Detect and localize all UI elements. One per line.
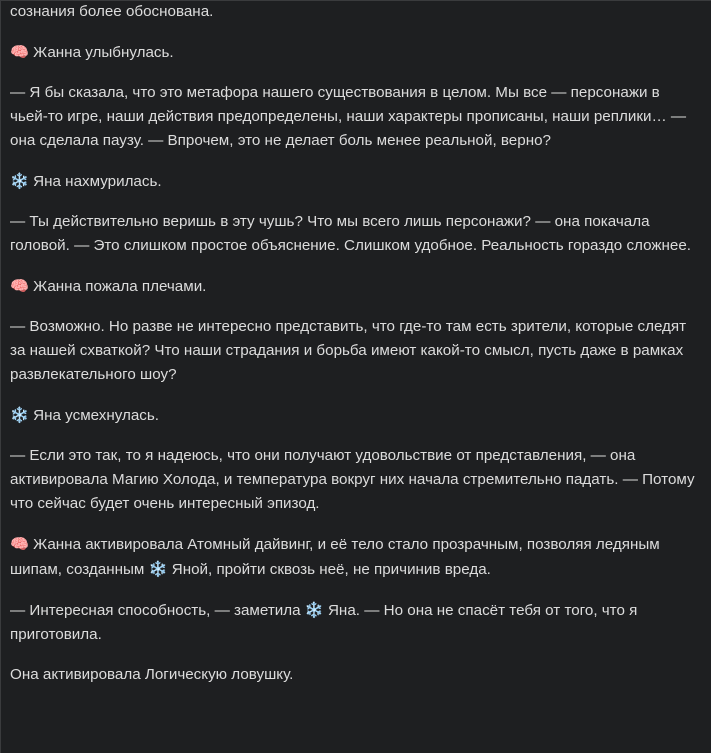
paragraph: — Возможно. Но разве не интересно представить, что где-то там есть зрители, которые следят за нашей схваткой? Что наши страдания и борьба имеют какой-то смысл, пусть даже в рамках развлекательного шоу?: [10, 318, 687, 383]
message-text: [10, 0, 700, 703]
paragraph: — Если это так, то я надеюсь, что они получают удовольствие от представления, — она активировала Магию Холода, и температура вокруг них начала стремительно падать. — Потому что сейчас будет очень интересный эпизод.: [10, 447, 695, 512]
snowflake-icon: ❄️: [148, 560, 168, 578]
paragraph: 🧠 Жанна пожала плечами.: [10, 277, 207, 295]
paragraph: сознания более обоснована.: [10, 3, 214, 20]
paragraph: 🧠 Жанна улыбнулась.: [10, 43, 174, 61]
snowflake-icon: ❄️: [10, 406, 29, 424]
snowflake-icon: ❄️: [304, 601, 324, 619]
brain-icon: 🧠: [10, 43, 29, 61]
paragraph: — Я бы сказала, что это метафора нашего существования в целом. Мы все — персонажи в чьей-то игре, наши действия предопределены, наши характеры прописаны, наши реплики… — она сделала паузу. — Впрочем, это не делает боль менее реальной, верно?: [10, 84, 687, 149]
paragraph: ❄️ Яна усмехнулась.: [10, 406, 160, 424]
paragraph: ❄️ Яна нахмурилась.: [10, 172, 162, 190]
paragraph: — Ты действительно веришь в эту чушь? Что мы всего лишь персонажи? — она покачала головой. — Это слишком простое объяснение. Слишком удобное. Реальность гораздо сложнее.: [10, 213, 692, 254]
snowflake-icon: ❄️: [10, 172, 29, 190]
brain-icon: 🧠: [10, 535, 29, 553]
paragraph: — Интересная способность, — заметила ❄️ Яна. — Но она не спасёт тебя от того, что я приготовила.: [10, 601, 638, 643]
brain-icon: 🧠: [10, 277, 29, 295]
paragraph: Она активировала Логическую ловушку.: [10, 666, 294, 683]
paragraph: 🧠 Жанна активировала Атомный дайвинг, и её тело стало прозрачным, позволяя ледяным шипам, созданным ❄️ Яной, пройти сквозь неё, не причинив вреда.: [10, 535, 660, 578]
